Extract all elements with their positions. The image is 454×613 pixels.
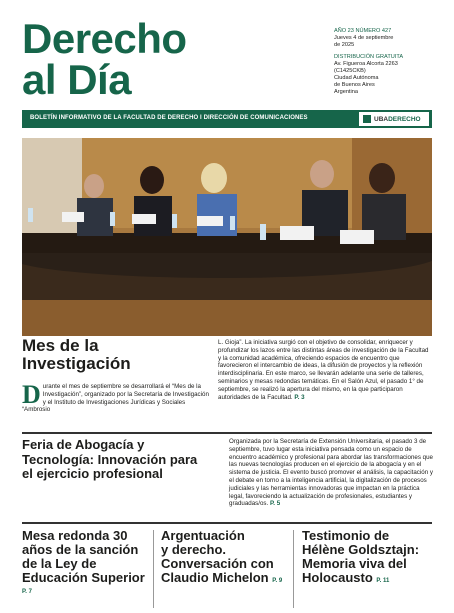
story2-headline-line-1: Feria de Abogacía y bbox=[22, 437, 145, 452]
address-line-5: Argentina bbox=[334, 89, 358, 95]
logo-suffix: DERECHO bbox=[388, 115, 421, 123]
distribution-label: DISTRIBUCIÓN GRATUITA bbox=[334, 54, 404, 60]
lead-headline-line-1: Mes de la bbox=[22, 336, 99, 355]
bottom-1-line-1: Mesa redonda 30 bbox=[22, 528, 128, 543]
column-divider-1 bbox=[153, 530, 154, 608]
lead-page-ref: P. 3 bbox=[294, 393, 305, 401]
lead-photo bbox=[22, 138, 432, 336]
band-text: BOLETÍN INFORMATIVO DE LA FACULTAD DE DERECHO I DIRECCIÓN DE COMUNICACIONES bbox=[30, 115, 308, 121]
story2-page-ref: P. 5 bbox=[269, 500, 281, 508]
title-line-1: Derecho bbox=[22, 15, 187, 62]
bottom-2-line-1: Argentuación bbox=[161, 528, 245, 543]
divider-2 bbox=[22, 522, 432, 524]
lead-headline bbox=[22, 337, 202, 373]
logo-prefix: UBA bbox=[374, 115, 389, 123]
newsletter-title bbox=[22, 15, 187, 103]
issue-date-1: Jueves 4 de septiembre bbox=[334, 35, 394, 41]
bottom-1-line-2: años de la sanción bbox=[22, 542, 139, 557]
bottom-3-line-3: Memoria viva del bbox=[302, 556, 407, 571]
bottom-story-1 bbox=[22, 529, 150, 599]
story2-headline bbox=[22, 438, 212, 482]
bottom-1-line-4: Educación Superior bbox=[22, 570, 145, 585]
story2-headline-line-3: el ejercicio profesional bbox=[22, 466, 163, 481]
lead-body-text-2: L. Gioja”. La iniciativa surgió con el objetivo de consolidar, enriquecer y profundizar los lazos entre las distintas áreas de investigación de la Facultad y la comunidad académica, ofreciendo espacios de encuentro que favorecieron el intercambio de ideas, la difusión de proyectos y la reflexión interdisciplinaria. En este marco, se llevarán adelante una serie de talleres, seminarios y mesas redondas temáticas. En el Salón Azul, el pasado 1° de septiembre, se realizó la apertura del mismo, en la que participaron autoridades de la Facultad. bbox=[218, 339, 429, 401]
column-divider-2 bbox=[293, 530, 294, 608]
story2-body-text: Organizada por la Secretaría de Extensión Universitaria, el pasado 3 de septiembre, tuvo lugar esta iniciativa pensada como un espacio de encuentro académico y profesional para abordar las transformaciones que las nuevas tecnologías producen en el ejercicio de la abogacía y en el sistema de justicia. El evento buscó promover el análisis, la capacitación y el debate en torno a la inteligencia artificial, la digitalización de procesos judiciales y las herramientas innovadoras que impactan en la práctica legal, favoreciendo la actualización de profesionales, estudiantes y graduadas/os. bbox=[229, 438, 433, 508]
logo-mark-icon bbox=[363, 115, 371, 123]
divider-1 bbox=[22, 432, 432, 434]
address-line-3: Ciudad Autónoma bbox=[334, 75, 379, 81]
bottom-story-3 bbox=[302, 529, 432, 588]
bottom-1-line-3: de la Ley de bbox=[22, 556, 97, 571]
lead-body-col2 bbox=[218, 339, 432, 401]
title-line-2: al Día bbox=[22, 56, 132, 103]
issue-info bbox=[334, 28, 446, 96]
bottom-3-line-1: Testimonio de bbox=[302, 528, 390, 543]
bottom-2-line-4: Claudio Michelon bbox=[161, 570, 269, 585]
lead-headline-line-2: Investigación bbox=[22, 354, 131, 373]
story2-headline-line-2: Tecnología: Innovación para bbox=[22, 451, 198, 467]
lead-body-text-1: urante el mes de septiembre se desarrollará el “Mes de la Investigación”, organizado por la Secretaría de Investigación y el Instituto de Investigaciones Jurídicas y Sociales “Ambrosio bbox=[22, 383, 209, 414]
bottom-3-line-4: Holocausto bbox=[302, 570, 373, 585]
address-line-2: (C1425CKB) bbox=[334, 68, 366, 74]
address-line-1: Av. Figueroa Alcorta 2263 bbox=[334, 61, 398, 67]
bottom-3-page-ref: P. 11 bbox=[376, 578, 390, 584]
bottom-2-page-ref: P. 9 bbox=[272, 578, 283, 584]
bottom-1-page-ref: P. 7 bbox=[22, 589, 32, 595]
lead-body-col1 bbox=[22, 380, 210, 414]
issue-number: AÑO 23 NÚMERO 427 bbox=[334, 28, 392, 34]
address-line-4: de Buenos Aires bbox=[334, 82, 375, 88]
uba-derecho-logo bbox=[359, 112, 429, 126]
story2-body bbox=[229, 438, 435, 508]
bottom-2-line-2: y derecho. bbox=[161, 542, 227, 557]
bottom-story-2 bbox=[161, 529, 291, 588]
bottom-2-line-3: Conversación con bbox=[161, 556, 274, 571]
dropcap: D bbox=[22, 380, 41, 409]
header-band bbox=[22, 110, 432, 128]
bottom-3-line-2: Hélène Goldsztajn: bbox=[302, 542, 420, 557]
issue-date-2: de 2025 bbox=[334, 42, 355, 48]
